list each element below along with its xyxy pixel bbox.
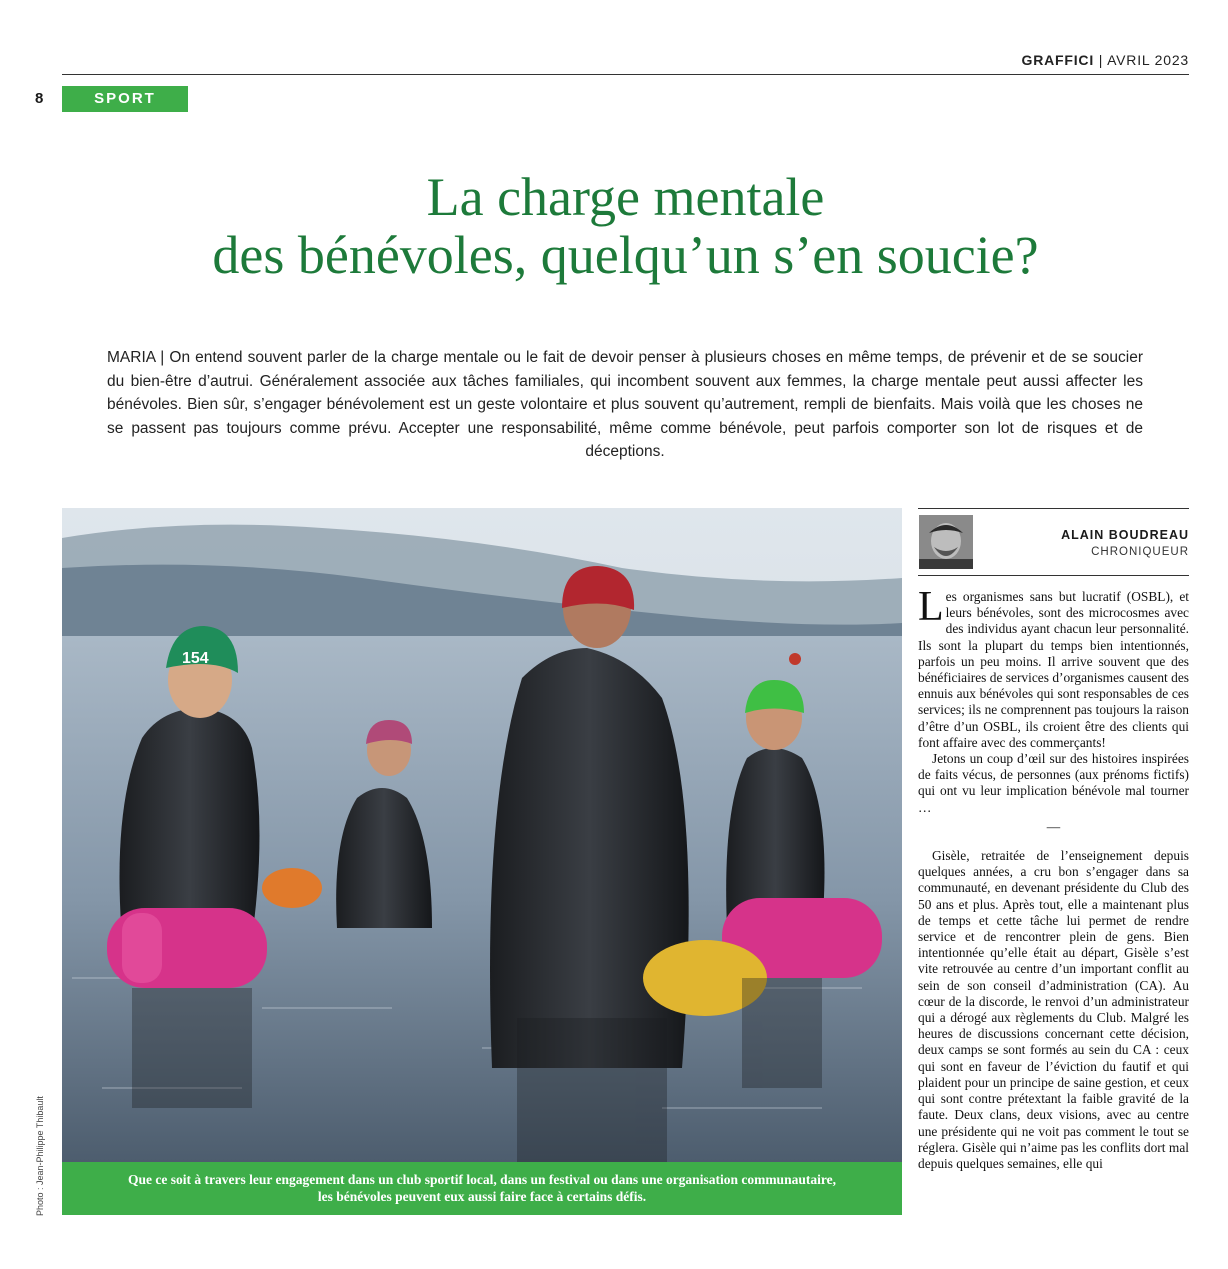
title-line-1: La charge mentale: [426, 167, 825, 227]
article-photo: [62, 508, 902, 1162]
lead-paragraph: MARIA | On entend souvent parler de la charge mentale ou le fait de devoir penser à plusieurs choses en même temps, de prévenir et de se soucier du bien-être d’autrui. Généralement associée aux tâches familiales, qui incombent souvent aux femmes, la charge mentale peut aussi affecter les bénévoles. Bien sûr, s’engager bénévolement est un geste volontaire et plus souvent qu’autrement, rempli de bienfaits. Mais voilà que les choses ne se passent pas toujours comme prévu. Accepter une responsabilité, même comme bénévole, peut parfois comporter son lot de risques et de déceptions.: [107, 349, 1143, 460]
header-rule: [62, 74, 1189, 75]
cap-number: 154: [182, 650, 209, 667]
caption-line-1: Que ce soit à travers leur engagement dans un club sportif local, dans un festival ou dans une organisation communautaire,: [128, 1172, 836, 1187]
photo-caption: [62, 1162, 902, 1215]
photo-credit: Photo : Jean-Philippe Thibault: [35, 1096, 45, 1216]
drop-cap: L: [918, 584, 944, 630]
section-tag: SPORT: [62, 86, 188, 112]
article-body: [918, 584, 1189, 1172]
author-name: ALAIN BOUDREAU: [1061, 528, 1189, 542]
article-title: [62, 168, 1189, 284]
author-avatar: [919, 515, 973, 569]
masthead-separator: |: [1094, 52, 1108, 68]
section-separator: —: [1046, 818, 1061, 834]
masthead: [1022, 52, 1190, 68]
caption-line-2: les bénévoles peuvent eux aussi faire face à certains défis.: [317, 1189, 647, 1204]
author-role: CHRONIQUEUR: [1091, 546, 1189, 558]
swimmers-illustration: [62, 508, 902, 1162]
issue-date: AVRIL 2023: [1107, 52, 1189, 68]
paragraph-1-text: es organismes sans but lucratif (OSBL), et leurs bénévoles, sont des microcosmes avec des individus ayant chacun leur personnalité. Ils sont la plupart du temps bien intentionnés, parfois un peu moins. Il arrive souvent que des bénéficiaires de services d’organismes causent des ennuis aux bénévoles qui sont responsables de ces services; ils ne comprennent pas toujours la raison d’être d’un OSBL, ils croient être des clients qui font affaire avec des commerçants!: [918, 589, 1189, 750]
article-paragraph-2: Jetons un coup d’œil sur des histoires inspirées de faits vécus, de personnes (aux prénoms fictifs) qui ont vu leur implication bénévole mal tourner …: [918, 751, 1189, 815]
article-paragraph-3: Gisèle, retraitée de l’enseignement depuis quelques années, a cru bon s’engager dans sa communauté, en devenant présidente du Club des 50 ans et plus. Après tout, elle a maintenant plus de temps et cette tâche lui permet de rendre service et de rencontrer plein de gens. Bien intentionnée qu’elle était au départ, Gisèle s’est vite retrouvée au centre d’un important conflit au sein de son conseil d’administration (CA). Au cœur de la discorde, le renvoi d’un administrateur qui a dérogé aux règlements du Club. Malgré les heures de discussions concernant cette décision, deux camps se sont formés au sein du CA : ceux qui sont en faveur de l’éviction du fautif et qui plaident pour un principe de saine gestion, et ceux qui sont contre prétextant la faible gravité de la faute. Deux clans, deux visions, avec au centre une présidente qui ne voit pas comment le tout se réglera. Gisèle qui n’aime pas les conflits dort mal depuis quelques semaines, elle qui: [918, 848, 1189, 1171]
page-number: 8: [35, 90, 44, 107]
sidebar-author-rule: [918, 575, 1189, 576]
title-line-2: des bénévoles, quelqu’un s’en soucie?: [212, 225, 1039, 285]
article-paragraph-1: [918, 584, 1189, 751]
publication-name: GRAFFICI: [1021, 52, 1095, 68]
column-sidebar: [918, 508, 1189, 1172]
author-box: [918, 509, 1189, 575]
